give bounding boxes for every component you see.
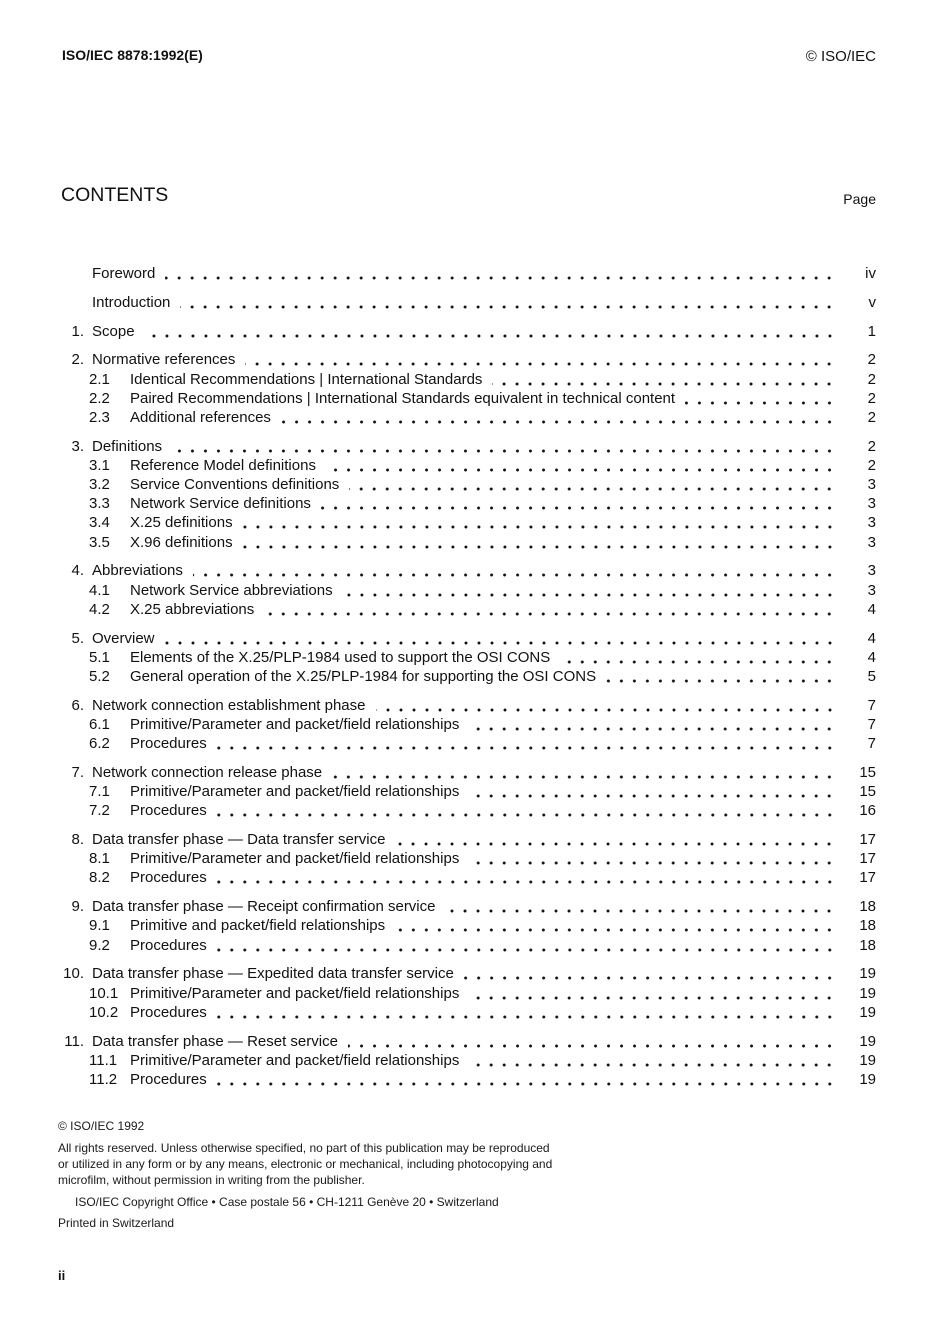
toc-subentry: [58, 734, 876, 753]
toc-entry-title: Data transfer phase — Receipt confirmation service: [92, 898, 436, 916]
toc-indent: [58, 370, 89, 389]
toc-leader-dots: [685, 389, 836, 408]
toc-group: [58, 293, 876, 312]
toc-leader-dots: [395, 916, 836, 935]
page-number: ii: [58, 1268, 66, 1283]
toc-entry-number: 9.2: [89, 936, 110, 954]
toc-subentry: [58, 513, 876, 532]
header-copyright: © ISO/IEC: [805, 48, 876, 65]
toc-entry-page: 18: [859, 917, 876, 935]
table-of-contents: [58, 264, 876, 1089]
toc-group: [58, 964, 876, 1022]
toc-subentry: [58, 849, 876, 868]
toc-entry-number: 10.1: [89, 984, 119, 1002]
toc-leader-dots: [469, 1051, 836, 1070]
toc-entry-page: 3: [867, 514, 876, 532]
toc-leader-dots: [469, 984, 836, 1003]
toc-leader-dots: [165, 264, 836, 283]
toc-indent: [58, 782, 89, 801]
toc-leader-dots: [469, 715, 836, 734]
toc-entry-page: 18: [859, 898, 876, 916]
toc-entry-number: 3.2: [89, 476, 110, 494]
rights-line: microfilm, without permission in writing from the publisher.: [58, 1173, 365, 1187]
toc-entry-number: 7.2: [89, 802, 110, 820]
toc-entry-page: 2: [867, 408, 876, 426]
toc-entry-title: Primitive and packet/field relationships: [130, 917, 386, 935]
toc-entry-number: 9.: [71, 898, 84, 916]
toc-subentry: [58, 782, 876, 801]
toc-entry-title: Procedures: [130, 936, 207, 954]
toc-indent: [58, 868, 89, 887]
toc-indent: [58, 936, 89, 955]
toc-entry-number: 8.1: [89, 850, 110, 868]
toc-entry-page: 7: [867, 715, 876, 733]
toc-indent: [58, 648, 89, 667]
toc-group: [58, 897, 876, 955]
toc-entry-number: 6.2: [89, 735, 110, 753]
toc-entry-page: 3: [867, 476, 876, 494]
toc-entry-title: Data transfer phase — Reset service: [92, 1032, 338, 1050]
toc-entry-page: 3: [867, 562, 876, 580]
toc-leader-dots: [469, 849, 836, 868]
toc-entry-number: 3.1: [89, 456, 110, 474]
toc-entry-title: Paired Recommendations | International Standards equivalent in technical content: [130, 389, 676, 407]
toc-group: [58, 763, 876, 821]
toc-entry-number: 1.: [71, 322, 84, 340]
toc-entry-page: v: [868, 293, 876, 311]
toc-entry: [58, 629, 876, 648]
toc-entry: [58, 350, 876, 369]
toc-entry-page: iv: [865, 265, 876, 282]
toc-entry-title: Overview: [92, 629, 155, 647]
toc-entry-page: 5: [867, 667, 876, 685]
toc-subentry: [58, 648, 876, 667]
toc-subentry: [58, 868, 876, 887]
toc-group: [58, 1032, 876, 1090]
toc-subentry: [58, 1070, 876, 1089]
toc-entry-number: 11.: [64, 1032, 84, 1050]
toc-entry-title: Reference Model definitions: [130, 456, 316, 474]
toc-entry-number: 2.3: [89, 408, 110, 426]
toc-leader-dots: [264, 600, 836, 619]
toc-group: [58, 322, 876, 341]
toc-entry-page: 4: [867, 600, 876, 618]
toc-entry-title: Abbreviations: [92, 562, 183, 580]
toc-entry-number: 3.4: [89, 514, 110, 532]
toc-entry-page: 15: [859, 763, 876, 781]
toc-leader-dots: [348, 1032, 836, 1051]
toc-indent: [58, 408, 89, 427]
toc-entry-number: 7.: [71, 763, 84, 781]
toc-entry-page: 7: [867, 696, 876, 714]
footer-copyright: © ISO/IEC 1992: [58, 1119, 145, 1133]
toc-entry-title: Primitive/Parameter and packet/field relationships: [130, 850, 460, 868]
toc-entry-page: 1: [867, 322, 876, 340]
toc-entry-title: Primitive/Parameter and packet/field relationships: [130, 715, 460, 733]
toc-entry-title: Procedures: [130, 735, 207, 753]
toc-subentry: [58, 1051, 876, 1070]
toc-entry-page: 19: [859, 965, 876, 983]
toc-entry-title: Introduction: [92, 293, 171, 311]
toc-entry: [58, 322, 876, 341]
toc-indent: [58, 1003, 89, 1022]
toc-entry-title: Procedures: [130, 1003, 207, 1021]
rights-line: or utilized in any form or by any means, electronic or mechanical, including photocopying and: [58, 1157, 553, 1171]
toc-entry: [58, 763, 876, 782]
toc-subentry: [58, 494, 876, 513]
toc-subentry: [58, 456, 876, 475]
toc-entry-number: 11.2: [89, 1070, 118, 1088]
toc-subentry: [58, 533, 876, 552]
toc-leader-dots: [349, 475, 836, 494]
toc-entry-number: 9.1: [89, 917, 110, 935]
toc-leader-dots: [217, 734, 836, 753]
toc-entry-page: 2: [867, 389, 876, 407]
toc-entry-number: 5.1: [89, 648, 110, 666]
toc-entry-number: 2.: [71, 351, 84, 369]
toc-entry-page: 3: [867, 495, 876, 513]
page-column-label: Page: [843, 191, 876, 207]
toc-subentry: [58, 916, 876, 935]
toc-entry-page: 17: [859, 831, 876, 849]
toc-entry-page: 19: [859, 984, 876, 1002]
toc-group: [58, 830, 876, 888]
toc-group: [58, 561, 876, 619]
toc-entry-title: Additional references: [130, 408, 271, 426]
toc-entry-title: Data transfer phase — Expedited data transfer service: [92, 965, 454, 983]
toc-leader-dots: [217, 868, 836, 887]
toc-subentry: [58, 936, 876, 955]
toc-subentry: [58, 389, 876, 408]
toc-entry: [58, 264, 876, 283]
toc-indent: [58, 801, 89, 820]
footer-rights-notice: [58, 1140, 552, 1188]
toc-entry: [58, 561, 876, 580]
toc-leader-dots: [145, 322, 836, 341]
toc-entry-title: Identical Recommendations | International Standards: [130, 370, 483, 388]
toc-entry-title: Scope: [92, 322, 135, 340]
toc-entry-title: X.25 definitions: [130, 514, 233, 532]
toc-entry-number: 3.5: [89, 533, 110, 551]
toc-indent: [58, 667, 89, 686]
toc-entry-page: 2: [867, 351, 876, 369]
toc-entry: [58, 964, 876, 983]
toc-entry-number: [58, 264, 84, 283]
toc-entry-number: 5.2: [89, 667, 110, 685]
toc-entry-title: Procedures: [130, 869, 207, 887]
toc-entry-title: Network Service definitions: [130, 495, 311, 513]
toc-indent: [58, 916, 89, 935]
toc-indent: [58, 581, 89, 600]
toc-leader-dots: [243, 533, 836, 552]
toc-entry-page: 2: [867, 370, 876, 388]
toc-entry-title: Network Service abbreviations: [130, 581, 333, 599]
toc-entry-title: Network connection release phase: [92, 763, 323, 781]
toc-leader-dots: [243, 513, 836, 532]
toc-leader-dots: [193, 561, 836, 580]
toc-entry-title: Elements of the X.25/PLP-1984 used to support the OSI CONS: [130, 648, 551, 666]
toc-subentry: [58, 667, 876, 686]
toc-leader-dots: [395, 830, 836, 849]
toc-entry: [58, 293, 876, 312]
toc-entry: [58, 437, 876, 456]
toc-indent: [58, 715, 89, 734]
toc-leader-dots: [445, 897, 836, 916]
toc-entry-number: 2.1: [89, 370, 110, 388]
toc-leader-dots: [165, 629, 836, 648]
toc-indent: [58, 475, 89, 494]
toc-entry-page: 2: [867, 437, 876, 455]
toc-entry-number: 7.1: [89, 783, 110, 801]
toc-subentry: [58, 475, 876, 494]
toc-indent: [58, 389, 89, 408]
toc-entry-title: Normative references: [92, 351, 236, 369]
toc-entry-page: 17: [859, 869, 876, 887]
toc-subentry: [58, 370, 876, 389]
toc-subentry: [58, 984, 876, 1003]
toc-entry-title: Service Conventions definitions: [130, 476, 340, 494]
toc-entry-page: 4: [867, 629, 876, 647]
toc-group: [58, 264, 876, 283]
toc-entry-number: 4.: [71, 562, 84, 580]
toc-leader-dots: [376, 696, 837, 715]
toc-subentry: [58, 581, 876, 600]
toc-entry-number: 4.2: [89, 600, 110, 618]
toc-entry-title: Primitive/Parameter and packet/field relationships: [130, 783, 460, 801]
toc-entry-page: 3: [867, 533, 876, 551]
toc-entry-page: 7: [867, 735, 876, 753]
toc-group: [58, 437, 876, 552]
toc-entry: [58, 897, 876, 916]
toc-subentry: [58, 715, 876, 734]
toc-entry-number: 3.3: [89, 495, 110, 513]
toc-leader-dots: [332, 763, 836, 782]
toc-entry-number: 8.2: [89, 869, 110, 887]
toc-entry-number: [58, 293, 84, 312]
toc-entry-number: 4.1: [89, 581, 110, 599]
toc-subentry: [58, 1003, 876, 1022]
toc-entry-number: 5.: [71, 629, 84, 647]
toc-entry-title: Data transfer phase — Data transfer service: [92, 831, 386, 849]
toc-entry-title: Primitive/Parameter and packet/field relationships: [130, 984, 460, 1002]
toc-entry-title: General operation of the X.25/PLP-1984 for supporting the OSI CONS: [130, 667, 597, 685]
toc-entry-number: 6.: [71, 696, 84, 714]
toc-indent: [58, 1070, 89, 1089]
toc-group: [58, 350, 876, 427]
toc-entry-number: 2.2: [89, 389, 110, 407]
toc-leader-dots: [326, 456, 836, 475]
toc-entry-page: 19: [859, 1003, 876, 1021]
toc-entry-number: 11.1: [89, 1051, 118, 1069]
toc-entry-number: 10.: [63, 965, 84, 983]
toc-entry-page: 19: [859, 1051, 876, 1069]
toc-entry-page: 18: [859, 936, 876, 954]
toc-entry-title: Primitive/Parameter and packet/field relationships: [130, 1051, 460, 1069]
toc-entry-page: 19: [859, 1070, 876, 1088]
toc-indent: [58, 600, 89, 619]
toc-entry-title: X.25 abbreviations: [130, 600, 255, 618]
toc-subentry: [58, 801, 876, 820]
contents-title: CONTENTS: [61, 184, 169, 206]
toc-group: [58, 696, 876, 754]
toc-entry: [58, 830, 876, 849]
toc-leader-dots: [281, 408, 836, 427]
toc-entry-page: 2: [867, 456, 876, 474]
toc-indent: [58, 849, 89, 868]
toc-entry-number: 3.: [71, 437, 84, 455]
toc-entry-page: 3: [867, 581, 876, 599]
toc-leader-dots: [560, 648, 836, 667]
toc-entry-title: Procedures: [130, 1070, 207, 1088]
toc-entry-number: 10.2: [89, 1003, 119, 1021]
toc-entry: [58, 696, 876, 715]
toc-group: [58, 629, 876, 687]
rights-line: All rights reserved. Unless otherwise specified, no part of this publication may be reproduced: [58, 1141, 550, 1155]
toc-entry-page: 19: [859, 1032, 876, 1050]
footer-office-address: ISO/IEC Copyright Office • Case postale 56 • CH-1211 Genève 20 • Switzerland: [75, 1195, 499, 1209]
toc-entry-number: 6.1: [89, 715, 110, 733]
toc-indent: [58, 456, 89, 475]
toc-leader-dots: [245, 350, 836, 369]
toc-leader-dots: [606, 667, 836, 686]
toc-entry-title: Foreword: [92, 265, 156, 282]
toc-leader-dots: [469, 782, 836, 801]
toc-leader-dots: [321, 494, 836, 513]
toc-entry-page: 15: [859, 783, 876, 801]
toc-subentry: [58, 408, 876, 427]
toc-leader-dots: [492, 370, 836, 389]
toc-leader-dots: [343, 581, 836, 600]
toc-indent: [58, 1051, 89, 1070]
toc-indent: [58, 494, 89, 513]
toc-indent: [58, 984, 89, 1003]
toc-leader-dots: [217, 1003, 836, 1022]
toc-indent: [58, 734, 89, 753]
toc-entry-title: Definitions: [92, 437, 163, 455]
toc-entry-number: 8.: [71, 831, 84, 849]
document-id: ISO/IEC 8878:1992(E): [62, 47, 203, 63]
toc-entry-page: 4: [867, 648, 876, 666]
toc-leader-dots: [180, 293, 836, 312]
toc-leader-dots: [464, 964, 836, 983]
toc-entry: [58, 1032, 876, 1051]
toc-entry-title: Network connection establishment phase: [92, 696, 366, 714]
toc-indent: [58, 513, 89, 532]
footer-printed-in: Printed in Switzerland: [58, 1216, 175, 1230]
toc-entry-page: 17: [859, 850, 876, 868]
toc-leader-dots: [217, 801, 836, 820]
toc-subentry: [58, 600, 876, 619]
toc-leader-dots: [217, 936, 836, 955]
toc-entry-title: X.96 definitions: [130, 533, 233, 551]
toc-leader-dots: [217, 1070, 836, 1089]
toc-leader-dots: [172, 437, 836, 456]
toc-indent: [58, 533, 89, 552]
toc-entry-title: Procedures: [130, 802, 207, 820]
toc-entry-page: 16: [859, 802, 876, 820]
